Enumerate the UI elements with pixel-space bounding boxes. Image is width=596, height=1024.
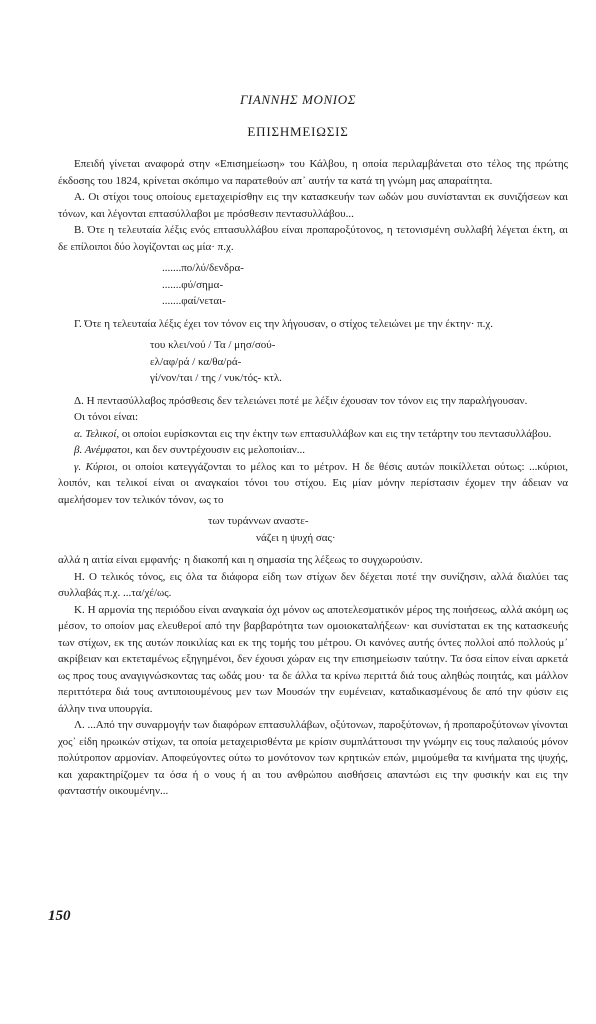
verse-line: .......πο/λύ/δενδρα- (162, 262, 244, 274)
paragraph-lambda: Λ. ...Από την συναρμογήν των διαφόρων επτασυλλάβων, οξύτονων, παροξύτονων, ή προπαροξύτονων γίνονται χος᾽ είδη ηρωικών στίχων, τα οποία μεταχειρισθέντα με κρίσιν συμπλάττουσι την γνώμην εις τους παλαιούς μόνον πολύτροπον αρμονίαν. Αποφεύγοντες ούτω το μονότονον των κρητικών επών, μιμούμεθα τα κινήματα της ψυχής, και χαρακτηρίζομεν τα όσα ή ο νους ή αι του ανθρώπου αισθήσεις απαντώσι εις την φυσικήν και εις την φανταστήν οικουμένην... (58, 719, 568, 797)
verse-example-1 (58, 260, 568, 310)
paragraph-delta: Δ. Η πεντασύλλαβος πρόσθεσις δεν τελειώνει ποτέ με λέξιν έχουσαν τον τόνον εις την παραλήγουσαν. (74, 394, 528, 407)
page-number: 150 (48, 908, 71, 924)
verse-example-2 (58, 337, 568, 387)
paragraph-beta: Β. Ότε η τελευταία λέξις ενός επτασυλλάβου είναι προπαροξύτονος, η τετονισμένη συλλαβή λέγεται έκτη, αι δε επίλοιποι δύο λογίζονται ως μία· π.χ. (58, 224, 568, 253)
verse-line: .......φύ/σημα- (162, 278, 224, 291)
running-head: ΓΙΑΝΝΗΣ ΜΟΝΙΟΣ (239, 92, 357, 107)
tone-alpha-text: οι οποίοι ευρίσκονται εις την έκτην των επτασυλλάβων και εις την τετάρτην του πεντασυλλάβου. (119, 427, 552, 440)
tone-alpha-term: α. Τελικοί, (74, 427, 120, 440)
verse-line: ελ/αφ/ρά / κα/θα/ρά- (150, 355, 242, 368)
verse-line: νάζει η ψυχή σας· (256, 531, 336, 544)
tone-gamma-term: γ. Κύριοι, (74, 460, 118, 473)
verse-line: του κλει/νού / Τα / μησ/σού- (150, 339, 276, 351)
tones-intro: Οι τόνοι είναι: (74, 411, 139, 423)
section-title: ΕΠΙΣΗΜΕΙΩΣΙΣ (247, 124, 349, 139)
verse-line: .......φαί/νεται- (162, 295, 226, 307)
verse-line: των τυράννων αναστε- (208, 515, 309, 527)
tone-beta-text: και δεν συντρέχουσιν εις μελοποιίαν... (132, 444, 306, 456)
verse-line: γί/νον/ται / της / νυκ/τός- κτλ. (150, 372, 282, 384)
tone-beta (58, 442, 568, 459)
paragraph-gamma: Γ. Ότε η τελευταία λέξις έχει τον τόνον εις την λήγουσαν, ο στίχος τελειώνει με την έκτην· π.χ. (74, 317, 494, 330)
tone-alpha (58, 426, 568, 443)
tone-gamma-text: οι οποίοι κατεγγάζονται το μέλος και το μέτρον. Η δε θέσις αυτών ποικίλλεται ούτως: ...κύριοι, λοιπόν, και τελικοί είναι οι αναγκαίοι τόνοι του στίχου. Εις μίαν μόνην περίστασιν έχομεν την άδειαν να αμελήσομεν τον τελικόν τόνον, ως το (58, 460, 568, 506)
tone-gamma (58, 459, 568, 509)
verse-example-3 (58, 513, 568, 546)
body-text (58, 156, 568, 800)
tone-beta-term: β. Ανέμφατοι, (74, 444, 133, 456)
paragraph-eta: Η. Ο τελικός τόνος, εις όλα τα διάφορα είδη των στίχων δεν δέχεται ποτέ την συνίζησιν, αλλά διαλύει τας συλλαβάς π.χ. ...τα/χέ/ως. (58, 570, 568, 599)
paragraph-after-verse: αλλά η αιτία είναι εμφανής· η διακοπή και η σημασία της λέξεως το συγχωρούσιν. (58, 554, 423, 566)
paragraph-kappa: Κ. Η αρμονία της περιόδου είναι αναγκαία όχι μόνον ως αποτελεσματικόν μέρος της ποιήσεως, αλλά ακόμη ως μέσον, το οποίον μας ελευθεροί από την βαρβαρότητα των ομοιοκαταλήξεων· και συνίσταται εκ της κατασκευής των στίχων, εκ της αυτών ποικιλίας και εκ της τομής του μέτρου. Οι κανόνες αυτής όντες πολλοί από πολλούς μ᾽ ακρίβειαν και εκτεταμένως εξηγημένοι, δεν έχουσι χώραν εις την επισημείωσιν ταύτην. Τα όσα είπον είναι αρκετά ως προς τους αναγιγνώσκοντας τας ωδάς μου· τα δε άλλα τα κρίνω περιττά διά τους αληθώς ποιητάς, και μάλλον περιττότερα διά τους αντιποιουμένους μεν των Μουσών την ευμένειαν, καταδικασμένους δε από την φύσιν εις άλλην τινα υπουργία. (58, 603, 568, 715)
intro-paragraph: Επειδή γίνεται αναφορά στην «Επισημείωση» του Κάλβου, η οποία περιλαμβάνεται στο τέλος της πρώτης έκδοσης του 1824, κρίνεται σκόπιμο να παρατεθούν απ᾽ αυτήν τα κατά τη γνώμη μας απαραίτητα. (58, 158, 568, 187)
paragraph-alpha: Α. Οι στίχοι τους οποίους εμεταχειρίσθην εις την κατασκευήν των ωδών μου συνίστανται εκ συνιζήσεων και τόνων, και λέγονται επτασύλλαβοι με πρόσθεσιν πεντασυλλάβου... (58, 191, 568, 220)
